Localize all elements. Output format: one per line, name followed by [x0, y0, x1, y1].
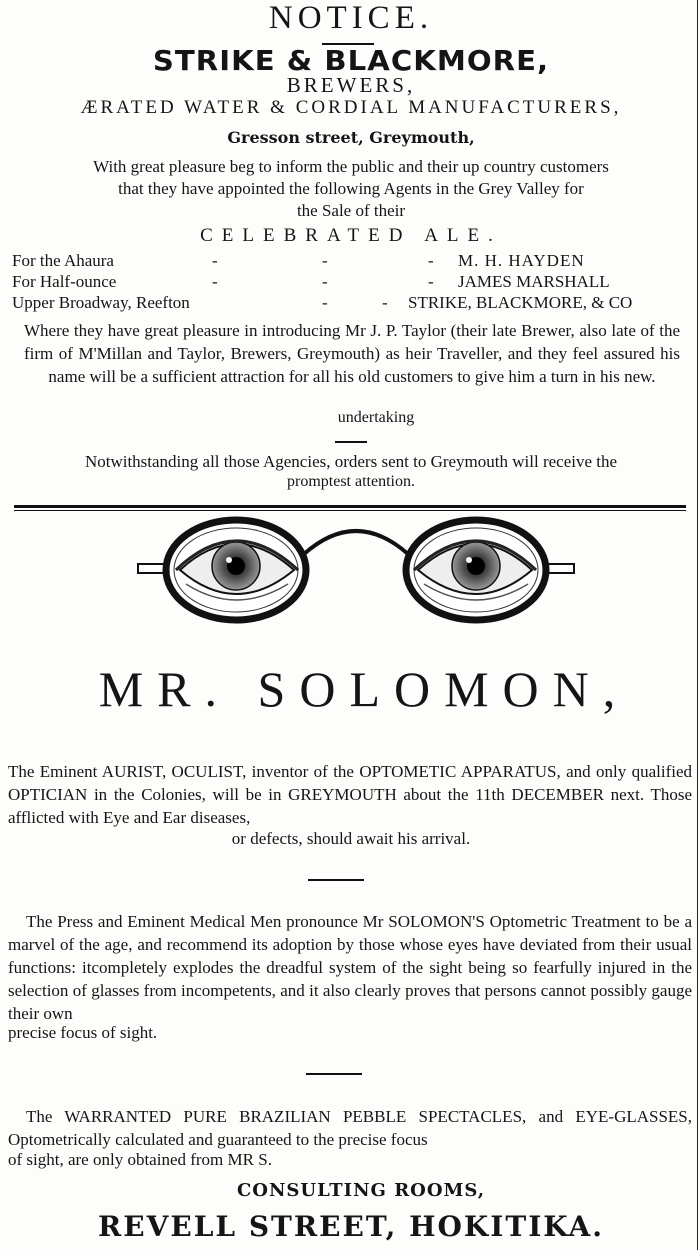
- announcement-end: or defects, should await his arrival.: [231, 829, 471, 848]
- manufacturers-line: ÆRATED WATER & CORDIAL MANUFACTURERS,: [80, 97, 622, 118]
- firm-address: Gresson street, Greymouth,: [227, 128, 475, 147]
- announcement-paragraph: The Eminent AURIST, OCULIST, inventor of the OPTOMETIC APPARATUS, and only qualified OPTICIAN in the Colonies, will be in GREYMOUTH about the 11th DECEMBER next. Those afflicted with Eye and Ear diseases,: [8, 762, 692, 827]
- divider: [308, 879, 364, 881]
- intro-line-3: the Sale of their: [296, 201, 406, 220]
- notice-title: NOTICE.: [268, 0, 434, 36]
- consulting-address: REVELL STREET, HOKITIKA.: [98, 1210, 604, 1243]
- agent-row: [12, 251, 696, 273]
- spectacles-with-eyes-icon: [136, 514, 576, 626]
- agent-place: For Half-ounce: [12, 272, 117, 291]
- advertiser-name: MR. SOLOMON,: [98, 661, 630, 717]
- section-rule: [14, 505, 686, 508]
- agent-name: STRIKE, BLACKMORE, & CO: [408, 293, 633, 312]
- leader-dash: -: [428, 272, 434, 291]
- leader-dash: -: [382, 293, 388, 312]
- introduction-paragraph: Where they have great pleasure in introducing Mr J. P. Taylor (their late Brewer, also late of the firm of M'Millan and Taylor, Brewers, Greymouth) as heir Traveller, and they feel assured his name will be a sufficient attraction for all his old customers to give him a turn in his new.: [24, 321, 680, 386]
- firm-name: STRIKE & BLACKMORE,: [152, 44, 550, 77]
- intro-line-1: With great pleasure beg to inform the public and their up country customers: [93, 157, 609, 176]
- divider: [335, 441, 367, 443]
- product-line: CELEBRATED ALE.: [200, 225, 502, 246]
- agent-row: [12, 272, 696, 294]
- introduction-end: undertaking: [337, 409, 415, 426]
- press-end: precise focus of sight.: [8, 1023, 158, 1042]
- leader-dash: -: [212, 251, 218, 270]
- agent-name: M. H. HAYDEN: [458, 251, 585, 270]
- trade-line: BREWERS,: [286, 73, 416, 97]
- section-rule: [14, 510, 686, 511]
- agent-name: JAMES MARSHALL: [458, 272, 610, 291]
- pebble-end: of sight, are only obtained from MR S.: [8, 1150, 272, 1169]
- divider: [306, 1073, 362, 1075]
- leader-dash: -: [212, 272, 218, 291]
- pebble-paragraph: The WARRANTED PURE BRAZILIAN PEBBLE SPECTACLES, and EYE-GLASSES, Optometrically calculated and guaranteed to the precise focus: [8, 1107, 692, 1149]
- leader-dash: -: [322, 251, 328, 270]
- column-rule: [697, 0, 698, 1250]
- leader-dash: -: [428, 251, 434, 270]
- leader-dash: -: [322, 272, 328, 291]
- agent-place: Upper Broadway, Reefton: [12, 293, 190, 312]
- consulting-rooms: CONSULTING ROOMS,: [236, 1180, 486, 1201]
- orders-line: Notwithstanding all those Agencies, orders sent to Greymouth will receive the: [84, 452, 618, 471]
- leader-dash: -: [322, 293, 328, 312]
- intro-line-2: that they have appointed the following Agents in the Grey Valley for: [118, 179, 584, 198]
- press-paragraph: The Press and Eminent Medical Men pronounce Mr SOLOMON'S Optometric Treatment to be a marvel of the age, and recommend its adoption by those whose eyes have deviated from their usual functions: itcompletely explodes the dreadful system of the sight being so fearfully injured in the selection of glasses from incompetents, and it also clearly proves that persons cannot possibly gauge their own: [8, 912, 692, 1023]
- orders-end: promptest attention.: [287, 473, 415, 490]
- agent-place: For the Ahaura: [12, 251, 114, 270]
- agent-row: [12, 293, 696, 315]
